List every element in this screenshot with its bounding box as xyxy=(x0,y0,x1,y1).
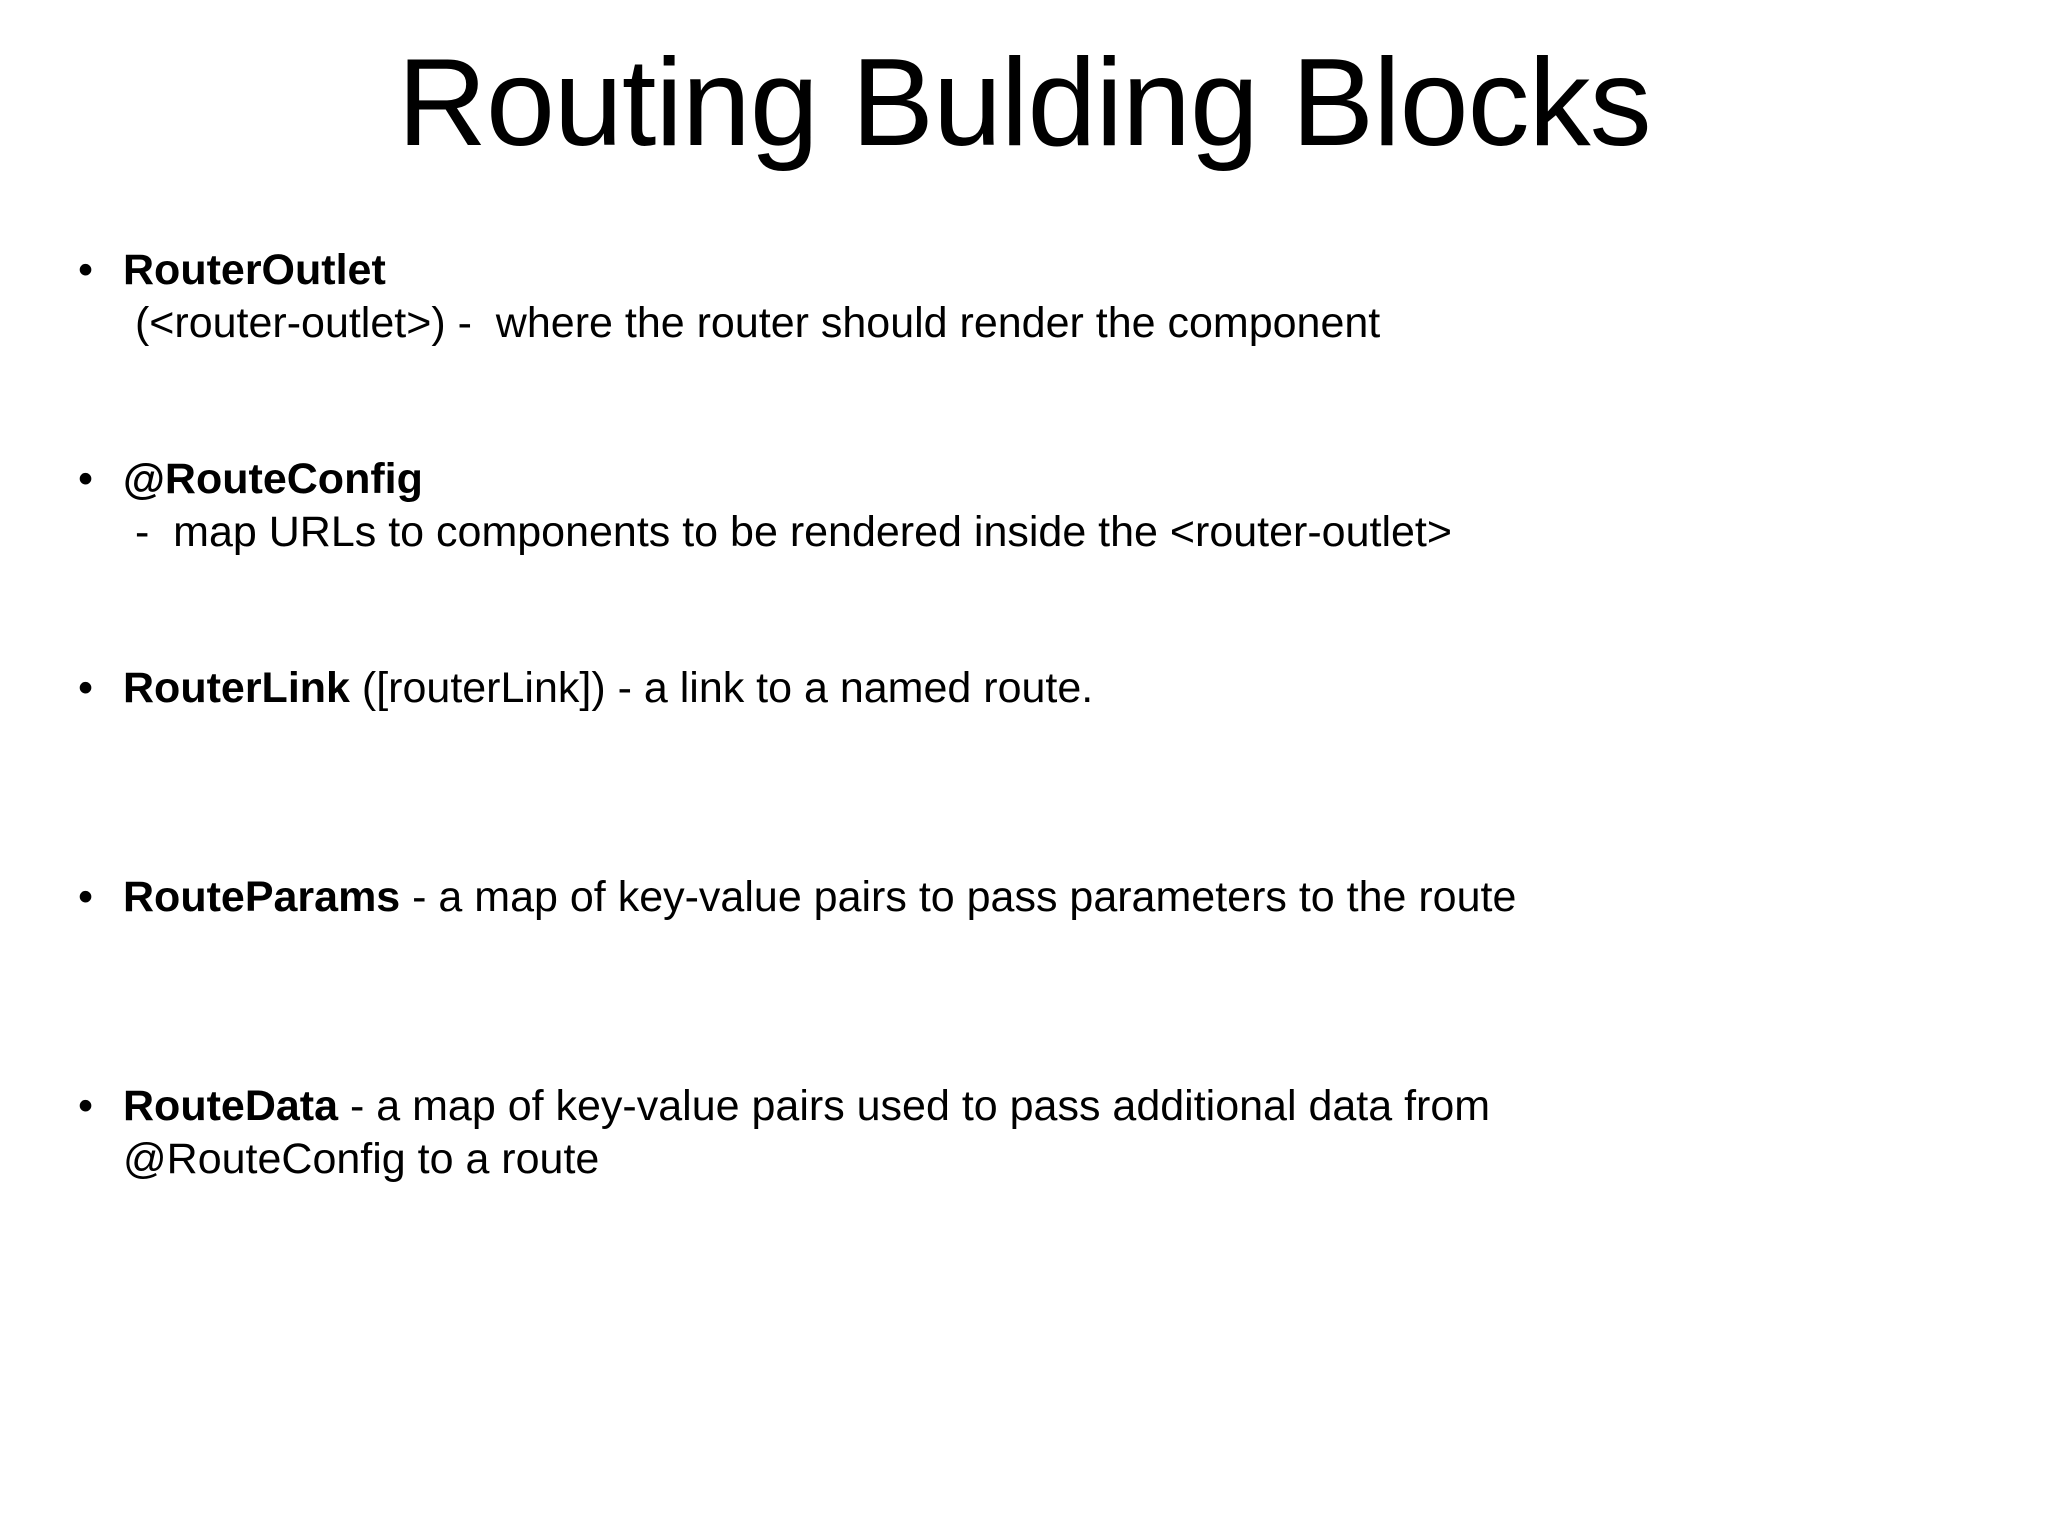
bullet-description: - a map of key-value pairs to pass parameters to the route xyxy=(400,873,1517,921)
bullet-dot-icon: • xyxy=(78,664,94,712)
bullet-description: - map URLs to components to be rendered inside the <router-outlet> xyxy=(123,508,1452,556)
bullet-term: RouterLink xyxy=(123,664,350,712)
bullet-dot-icon: • xyxy=(78,455,94,503)
bullet-description: - a map of key-value pairs used to pass additional data from @RouteConfig to a route xyxy=(123,1082,1491,1183)
bullet-text xyxy=(123,871,1643,924)
bullet-dot-icon: • xyxy=(78,873,94,921)
bullet-dot-icon: • xyxy=(78,1082,94,1130)
bullet-term: RouterOutlet xyxy=(123,246,386,294)
bullet-text xyxy=(123,662,1643,715)
bullet-text xyxy=(123,453,1643,559)
bullet-term: RouteParams xyxy=(123,873,401,921)
bullet-term: @RouteConfig xyxy=(123,455,423,503)
bullet-dot-icon: • xyxy=(78,246,94,294)
bullet-text xyxy=(123,244,1643,350)
slide-title: Routing Bulding Blocks xyxy=(397,34,1651,172)
bullet-description: ([routerLink]) - a link to a named route. xyxy=(349,664,1094,712)
bullet-text xyxy=(123,1080,1643,1186)
bullet-description: (<router-outlet>) - where the router should render the component xyxy=(123,299,1381,347)
bullet-term: RouteData xyxy=(123,1082,339,1130)
